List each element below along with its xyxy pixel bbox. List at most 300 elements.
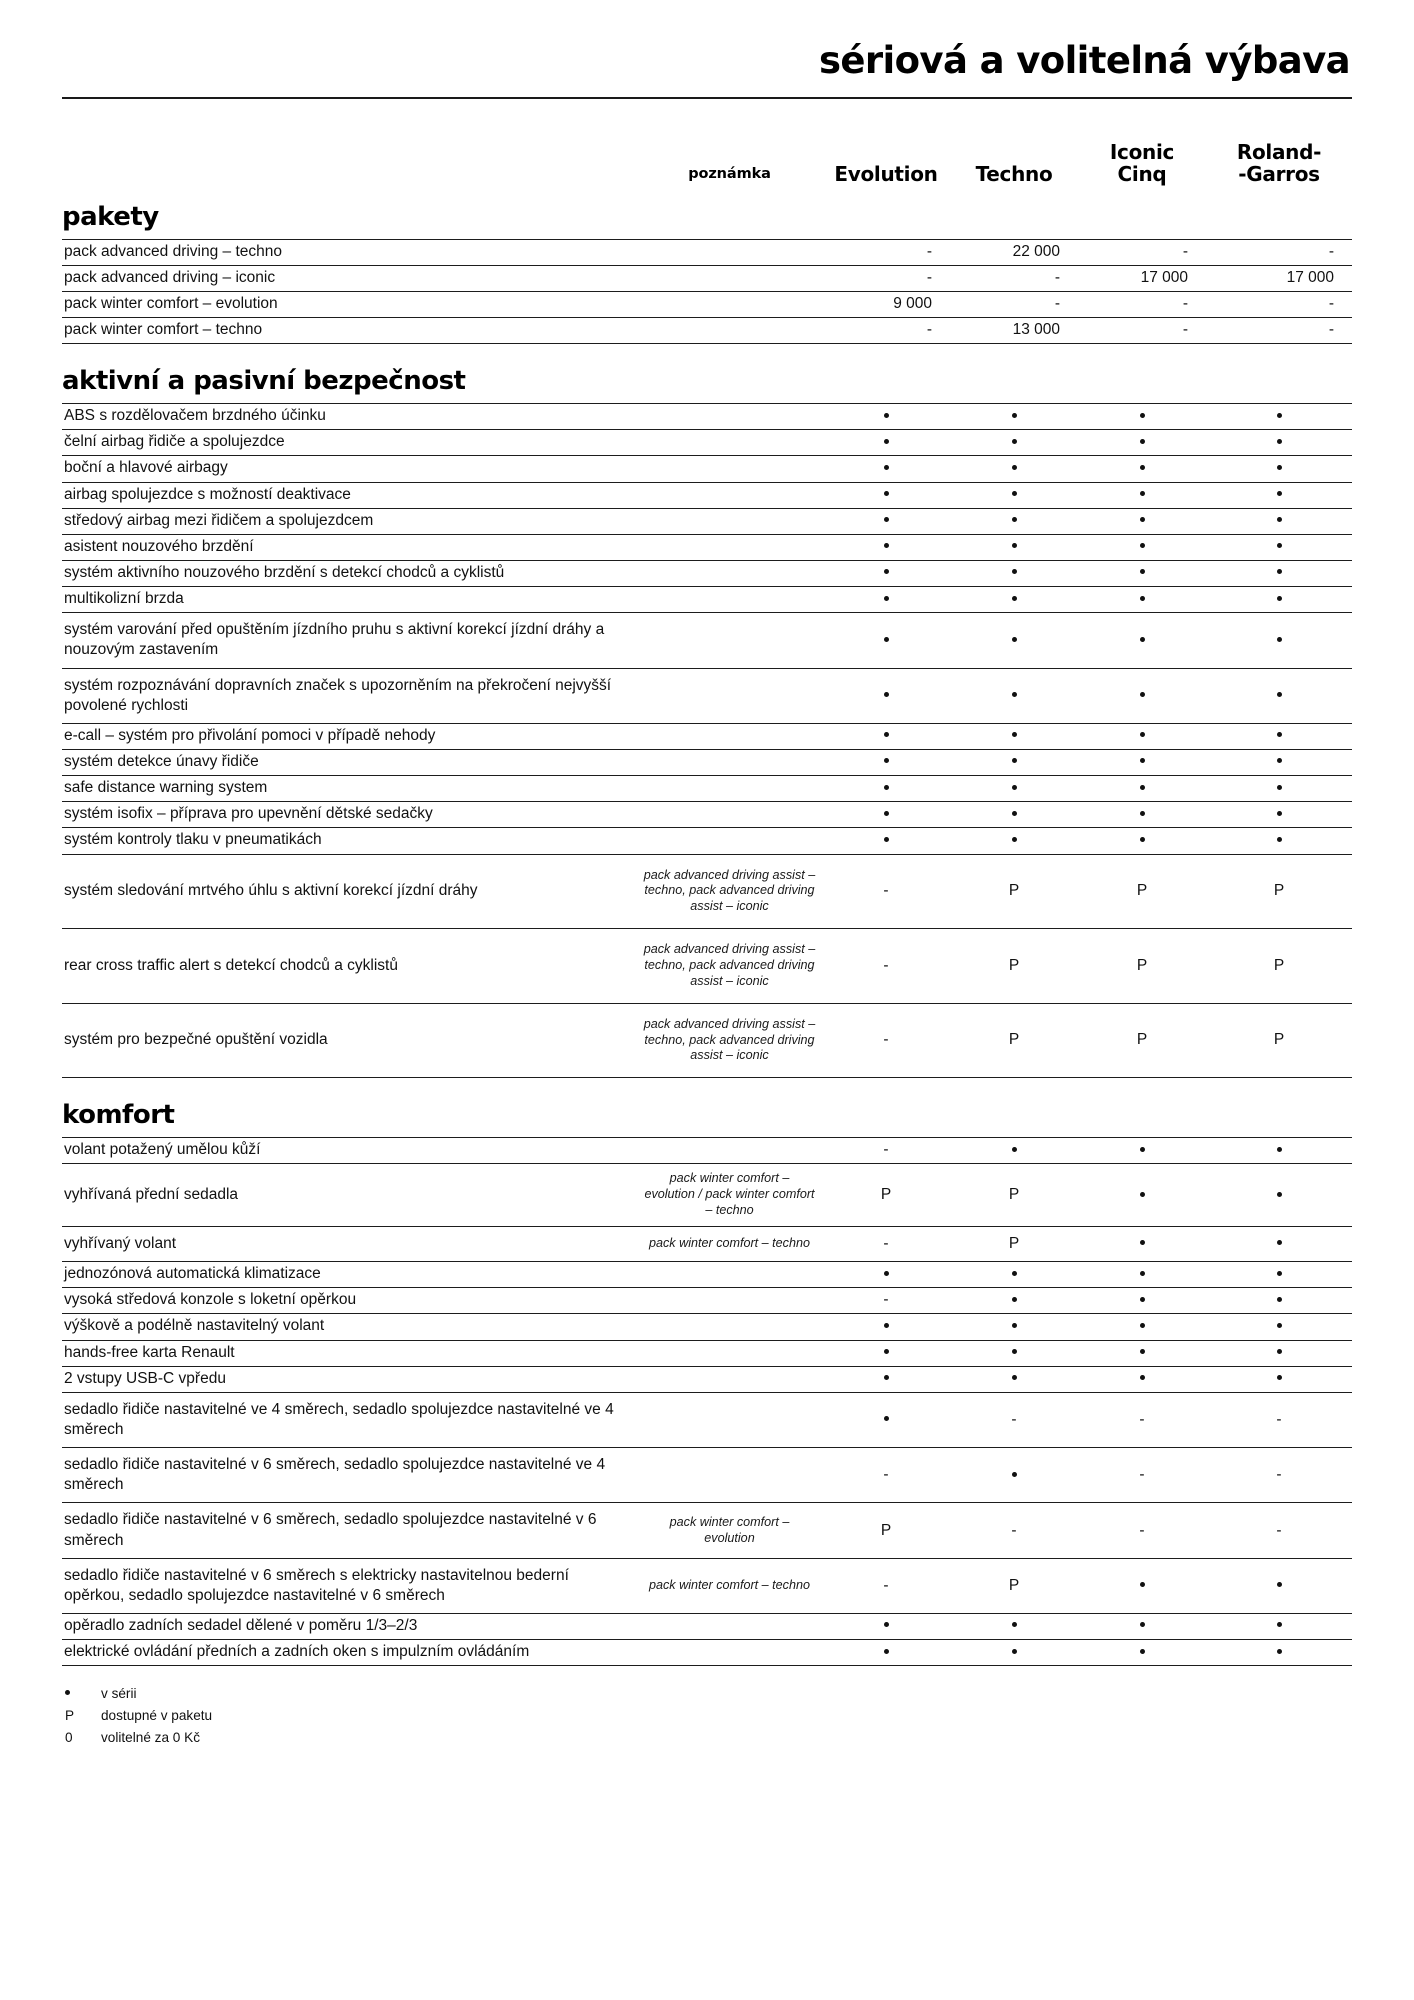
standard-dot-icon	[1012, 732, 1017, 737]
value-roland	[1206, 1614, 1352, 1640]
standard-dot-icon	[1277, 569, 1282, 574]
value-iconic	[1078, 456, 1206, 482]
feature-note	[637, 613, 822, 668]
value-techno	[950, 561, 1078, 587]
standard-dot-icon	[884, 413, 889, 418]
feature-note	[637, 291, 822, 317]
standard-dot-icon	[1140, 811, 1145, 816]
value-iconic	[1078, 1340, 1206, 1366]
value-techno	[950, 482, 1078, 508]
feature-name: jednozónová automatická klimatizace	[62, 1262, 637, 1288]
feature-note	[637, 1392, 822, 1447]
value-evolution	[822, 430, 950, 456]
value-techno	[950, 404, 1078, 430]
standard-dot-icon	[1012, 543, 1017, 548]
value-roland	[1206, 668, 1352, 723]
column-header-blank	[62, 141, 637, 192]
value-roland	[1206, 1558, 1352, 1613]
standard-dot-icon	[884, 543, 889, 548]
value-roland: -	[1206, 1448, 1352, 1503]
standard-dot-icon	[884, 811, 889, 816]
value-evolution	[822, 404, 950, 430]
standard-dot-icon	[1277, 1582, 1282, 1587]
value-iconic	[1078, 1640, 1206, 1666]
value-evolution	[822, 1640, 950, 1666]
table-row	[62, 1164, 1352, 1227]
value-iconic	[1078, 613, 1206, 668]
value-iconic: -	[1078, 1392, 1206, 1447]
column-header-roland-garros	[1206, 141, 1352, 192]
standard-dot-icon	[884, 1375, 889, 1380]
value-techno	[950, 802, 1078, 828]
value-iconic	[1078, 561, 1206, 587]
value-techno: 13 000	[950, 318, 1078, 344]
legend	[62, 1683, 1352, 1749]
standard-dot-icon	[1012, 1147, 1017, 1152]
value-techno: P	[950, 1227, 1078, 1262]
feature-note	[637, 1288, 822, 1314]
value-evolution	[822, 750, 950, 776]
feature-note	[637, 430, 822, 456]
standard-dot-icon	[1012, 637, 1017, 642]
value-techno: -	[950, 1392, 1078, 1447]
column-header-iconic-line2: Cinq	[1117, 162, 1167, 187]
standard-dot-icon	[1012, 692, 1017, 697]
feature-note	[637, 1366, 822, 1392]
column-header-evolution: Evolution	[834, 162, 938, 187]
value-roland: P	[1206, 929, 1352, 1004]
feature-name: boční a hlavové airbagy	[62, 456, 637, 482]
value-techno	[950, 1448, 1078, 1503]
column-header-roland-line2: -Garros	[1238, 162, 1320, 187]
feature-note: pack advanced driving assist – techno, pack advanced driving assist – iconic	[637, 1003, 822, 1078]
value-techno: 22 000	[950, 239, 1078, 265]
feature-name: 2 vstupy USB-C vpředu	[62, 1366, 637, 1392]
value-evolution: -	[822, 1003, 950, 1078]
column-header-note: poznámka	[688, 166, 771, 183]
value-roland	[1206, 1314, 1352, 1340]
table-row	[62, 776, 1352, 802]
value-evolution: -	[822, 1138, 950, 1164]
column-header-iconic-cinq	[1078, 141, 1206, 192]
standard-dot-icon	[1140, 543, 1145, 548]
feature-name: ABS s rozdělovačem brzdného účinku	[62, 404, 637, 430]
feature-note: pack winter comfort – techno	[637, 1558, 822, 1613]
value-roland	[1206, 534, 1352, 560]
value-iconic	[1078, 1262, 1206, 1288]
feature-note	[637, 1314, 822, 1340]
standard-dot-icon	[1012, 596, 1017, 601]
value-iconic: P	[1078, 1003, 1206, 1078]
feature-name: systém pro bezpečné opuštění vozidla	[62, 1003, 637, 1078]
feature-note	[637, 318, 822, 344]
value-techno: -	[950, 1503, 1078, 1558]
feature-note	[637, 1448, 822, 1503]
standard-dot-icon	[1277, 491, 1282, 496]
value-roland	[1206, 1288, 1352, 1314]
standard-dot-icon	[1140, 1271, 1145, 1276]
feature-note	[637, 1340, 822, 1366]
value-evolution	[822, 776, 950, 802]
page-title: sériová a volitelná výbava	[818, 39, 1350, 82]
standard-dot-icon	[1012, 785, 1017, 790]
feature-name: vyhřívaný volant	[62, 1227, 637, 1262]
value-iconic: -	[1078, 1448, 1206, 1503]
value-roland	[1206, 1262, 1352, 1288]
feature-note: pack winter comfort – techno	[637, 1227, 822, 1262]
column-header-iconic-line1: Iconic	[1109, 139, 1175, 164]
value-iconic: -	[1078, 1503, 1206, 1558]
value-evolution	[822, 668, 950, 723]
standard-dot-icon	[884, 732, 889, 737]
table-row	[62, 1614, 1352, 1640]
value-roland: -	[1206, 239, 1352, 265]
standard-dot-icon	[1140, 517, 1145, 522]
standard-dot-icon	[1012, 1349, 1017, 1354]
standard-dot-icon	[1012, 413, 1017, 418]
value-iconic: -	[1078, 239, 1206, 265]
standard-dot-icon	[1277, 1649, 1282, 1654]
table-head-group	[62, 99, 1352, 192]
table-row	[62, 750, 1352, 776]
feature-name: středový airbag mezi řidičem a spolujezdcem	[62, 508, 637, 534]
value-techno	[950, 1262, 1078, 1288]
column-header-roland-line1: Roland-	[1236, 139, 1322, 164]
value-iconic	[1078, 1138, 1206, 1164]
document-header	[62, 0, 1352, 99]
value-roland	[1206, 613, 1352, 668]
feature-name: sedadlo řidiče nastavitelné v 6 směrech, sedadlo spolujezdce nastavitelné ve 4 směrech	[62, 1448, 637, 1503]
value-evolution: 9 000	[822, 291, 950, 317]
value-evolution	[822, 561, 950, 587]
feature-name: pack winter comfort – techno	[62, 318, 637, 344]
standard-dot-icon	[1277, 758, 1282, 763]
value-roland	[1206, 776, 1352, 802]
standard-dot-icon	[1140, 596, 1145, 601]
value-evolution: -	[822, 854, 950, 929]
legend-item	[62, 1727, 1352, 1749]
value-evolution: -	[822, 318, 950, 344]
feature-note	[637, 1138, 822, 1164]
standard-dot-icon	[884, 758, 889, 763]
standard-dot-icon	[1012, 465, 1017, 470]
section-title-row	[62, 1078, 1352, 1138]
standard-dot-icon	[1140, 785, 1145, 790]
table-row	[62, 1227, 1352, 1262]
table-row	[62, 613, 1352, 668]
value-roland	[1206, 482, 1352, 508]
feature-name: systém varování před opuštěním jízdního pruhu s aktivní korekcí jízdní dráhy a nouzovým zastavením	[62, 613, 637, 668]
table-row	[62, 1003, 1352, 1078]
value-roland: 17 000	[1206, 265, 1352, 291]
feature-name: výškově a podélně nastavitelný volant	[62, 1314, 637, 1340]
feature-note	[637, 828, 822, 854]
standard-dot-icon	[65, 1690, 70, 1695]
value-evolution	[822, 1262, 950, 1288]
table-row	[62, 587, 1352, 613]
feature-name: pack winter comfort – evolution	[62, 291, 637, 317]
value-roland	[1206, 1366, 1352, 1392]
feature-name: systém rozpoznávání dopravních značek s upozorněním na překročení nejvyšší povolené rychlosti	[62, 668, 637, 723]
value-evolution	[822, 802, 950, 828]
standard-dot-icon	[1277, 543, 1282, 548]
value-roland	[1206, 456, 1352, 482]
feature-note	[637, 1262, 822, 1288]
table-row	[62, 508, 1352, 534]
feature-name: systém detekce únavy řidiče	[62, 750, 637, 776]
section-title: aktivní a pasivní bezpečnost	[62, 366, 466, 397]
table-row	[62, 456, 1352, 482]
feature-name: volant potažený umělou kůží	[62, 1138, 637, 1164]
column-header-techno: Techno	[975, 162, 1053, 187]
standard-dot-icon	[1277, 837, 1282, 842]
legend-item	[62, 1683, 1352, 1705]
value-iconic: P	[1078, 929, 1206, 1004]
value-techno	[950, 1640, 1078, 1666]
value-techno: P	[950, 1558, 1078, 1613]
value-roland	[1206, 561, 1352, 587]
table-row	[62, 1340, 1352, 1366]
value-techno	[950, 723, 1078, 749]
standard-dot-icon	[1277, 413, 1282, 418]
value-techno	[950, 534, 1078, 560]
value-iconic	[1078, 1314, 1206, 1340]
feature-name: e-call – systém pro přivolání pomoci v případě nehody	[62, 723, 637, 749]
feature-note	[637, 239, 822, 265]
feature-note: pack advanced driving assist – techno, pack advanced driving assist – iconic	[637, 929, 822, 1004]
standard-dot-icon	[884, 1649, 889, 1654]
value-iconic	[1078, 776, 1206, 802]
standard-dot-icon	[1140, 465, 1145, 470]
feature-note: pack winter comfort – evolution / pack winter comfort – techno	[637, 1164, 822, 1227]
value-techno	[950, 508, 1078, 534]
standard-dot-icon	[1140, 837, 1145, 842]
value-roland	[1206, 750, 1352, 776]
feature-note	[637, 482, 822, 508]
standard-dot-icon	[1012, 758, 1017, 763]
legend-symbol	[62, 1683, 101, 1705]
value-iconic	[1078, 1366, 1206, 1392]
value-roland	[1206, 1138, 1352, 1164]
value-evolution: -	[822, 929, 950, 1004]
value-evolution	[822, 613, 950, 668]
feature-note	[637, 1640, 822, 1666]
value-techno	[950, 1340, 1078, 1366]
value-roland	[1206, 587, 1352, 613]
value-evolution	[822, 482, 950, 508]
section-title: komfort	[62, 1100, 175, 1131]
value-iconic: 17 000	[1078, 265, 1206, 291]
standard-dot-icon	[1277, 465, 1282, 470]
value-roland: P	[1206, 1003, 1352, 1078]
table-row	[62, 404, 1352, 430]
value-evolution	[822, 1314, 950, 1340]
section-title-row	[62, 192, 1352, 240]
column-header-row	[62, 141, 1352, 192]
value-iconic	[1078, 508, 1206, 534]
value-techno	[950, 1288, 1078, 1314]
value-roland	[1206, 1640, 1352, 1666]
standard-dot-icon	[1277, 1375, 1282, 1380]
standard-dot-icon	[884, 837, 889, 842]
feature-name: sedadlo řidiče nastavitelné v 6 směrech, sedadlo spolujezdce nastavitelné v 6 směrech	[62, 1503, 637, 1558]
value-iconic	[1078, 802, 1206, 828]
table-row	[62, 265, 1352, 291]
value-iconic	[1078, 1614, 1206, 1640]
table-row	[62, 1503, 1352, 1558]
standard-dot-icon	[1140, 413, 1145, 418]
feature-note	[637, 404, 822, 430]
table-sections	[62, 192, 1352, 1666]
value-techno	[950, 750, 1078, 776]
table-row	[62, 1138, 1352, 1164]
standard-dot-icon	[1140, 692, 1145, 697]
value-evolution	[822, 1614, 950, 1640]
standard-dot-icon	[1140, 491, 1145, 496]
table-row	[62, 239, 1352, 265]
standard-dot-icon	[884, 1622, 889, 1627]
feature-name: multikolizní brzda	[62, 587, 637, 613]
standard-dot-icon	[1140, 1147, 1145, 1152]
value-iconic	[1078, 1227, 1206, 1262]
standard-dot-icon	[884, 569, 889, 574]
table-row	[62, 723, 1352, 749]
standard-dot-icon	[884, 1416, 889, 1421]
standard-dot-icon	[1140, 569, 1145, 574]
standard-dot-icon	[1277, 811, 1282, 816]
feature-note	[637, 561, 822, 587]
standard-dot-icon	[1012, 1649, 1017, 1654]
table-row	[62, 1558, 1352, 1613]
value-evolution	[822, 534, 950, 560]
standard-dot-icon	[1277, 1297, 1282, 1302]
feature-note	[637, 1614, 822, 1640]
value-iconic	[1078, 1288, 1206, 1314]
value-techno	[950, 430, 1078, 456]
table-row	[62, 291, 1352, 317]
value-roland	[1206, 1164, 1352, 1227]
value-iconic	[1078, 534, 1206, 560]
value-techno	[950, 828, 1078, 854]
feature-note	[637, 723, 822, 749]
standard-dot-icon	[884, 517, 889, 522]
value-roland	[1206, 430, 1352, 456]
feature-note	[637, 750, 822, 776]
value-roland: -	[1206, 1503, 1352, 1558]
feature-note	[637, 508, 822, 534]
table-row	[62, 929, 1352, 1004]
value-evolution: P	[822, 1503, 950, 1558]
feature-name: hands-free karta Renault	[62, 1340, 637, 1366]
standard-dot-icon	[1140, 1582, 1145, 1587]
standard-dot-icon	[884, 1271, 889, 1276]
table-row	[62, 802, 1352, 828]
standard-dot-icon	[1140, 1375, 1145, 1380]
standard-dot-icon	[1140, 732, 1145, 737]
value-evolution: -	[822, 239, 950, 265]
table-row	[62, 430, 1352, 456]
feature-note	[637, 802, 822, 828]
value-roland	[1206, 1227, 1352, 1262]
value-evolution: -	[822, 1558, 950, 1613]
feature-name: sedadlo řidiče nastavitelné ve 4 směrech, sedadlo spolujezdce nastavitelné ve 4 směrech	[62, 1392, 637, 1447]
standard-dot-icon	[1277, 1622, 1282, 1627]
feature-note	[637, 265, 822, 291]
value-iconic	[1078, 587, 1206, 613]
feature-note	[637, 587, 822, 613]
value-techno	[950, 587, 1078, 613]
table-row	[62, 561, 1352, 587]
value-techno	[950, 668, 1078, 723]
feature-name: asistent nouzového brzdění	[62, 534, 637, 560]
feature-note: pack winter comfort – evolution	[637, 1503, 822, 1558]
value-techno	[950, 1614, 1078, 1640]
table-row	[62, 1640, 1352, 1666]
standard-dot-icon	[1140, 1297, 1145, 1302]
standard-dot-icon	[1277, 785, 1282, 790]
value-techno: P	[950, 929, 1078, 1004]
standard-dot-icon	[1140, 1323, 1145, 1328]
legend-item	[62, 1705, 1352, 1727]
value-evolution: P	[822, 1164, 950, 1227]
feature-name: čelní airbag řidiče a spolujezdce	[62, 430, 637, 456]
standard-dot-icon	[1277, 637, 1282, 642]
value-techno	[950, 613, 1078, 668]
standard-dot-icon	[1277, 1147, 1282, 1152]
equipment-table	[62, 99, 1352, 1666]
standard-dot-icon	[1012, 837, 1017, 842]
table-row	[62, 1448, 1352, 1503]
standard-dot-icon	[1140, 1622, 1145, 1627]
feature-name: airbag spolujezdce s možností deaktivace	[62, 482, 637, 508]
header-spacer	[62, 99, 1352, 141]
standard-dot-icon	[1140, 1649, 1145, 1654]
value-techno: -	[950, 265, 1078, 291]
value-evolution	[822, 508, 950, 534]
standard-dot-icon	[1277, 1323, 1282, 1328]
table-row	[62, 854, 1352, 929]
standard-dot-icon	[1012, 811, 1017, 816]
legend-text: volitelné za 0 Kč	[101, 1730, 200, 1746]
value-techno	[950, 456, 1078, 482]
table-row	[62, 1314, 1352, 1340]
table-row	[62, 1262, 1352, 1288]
value-roland	[1206, 828, 1352, 854]
standard-dot-icon	[884, 1323, 889, 1328]
feature-name: sedadlo řidiče nastavitelné v 6 směrech s elektricky nastavitelnou bederní opěrkou, sedadlo spolujezdce nastavitelné v 6 směrech	[62, 1558, 637, 1613]
table-row	[62, 668, 1352, 723]
standard-dot-icon	[884, 785, 889, 790]
standard-dot-icon	[1012, 517, 1017, 522]
standard-dot-icon	[884, 596, 889, 601]
feature-name: vyhřívaná přední sedadla	[62, 1164, 637, 1227]
standard-dot-icon	[1140, 758, 1145, 763]
value-techno	[950, 1138, 1078, 1164]
value-techno: P	[950, 1003, 1078, 1078]
standard-dot-icon	[1012, 1375, 1017, 1380]
value-roland: -	[1206, 291, 1352, 317]
standard-dot-icon	[1140, 637, 1145, 642]
value-roland	[1206, 1340, 1352, 1366]
standard-dot-icon	[1012, 1472, 1017, 1477]
feature-name: opěradlo zadních sedadel dělené v poměru 1/3–2/3	[62, 1614, 637, 1640]
standard-dot-icon	[1012, 439, 1017, 444]
feature-note	[637, 456, 822, 482]
table-row	[62, 534, 1352, 560]
value-techno	[950, 776, 1078, 802]
standard-dot-icon	[1277, 596, 1282, 601]
value-roland	[1206, 404, 1352, 430]
